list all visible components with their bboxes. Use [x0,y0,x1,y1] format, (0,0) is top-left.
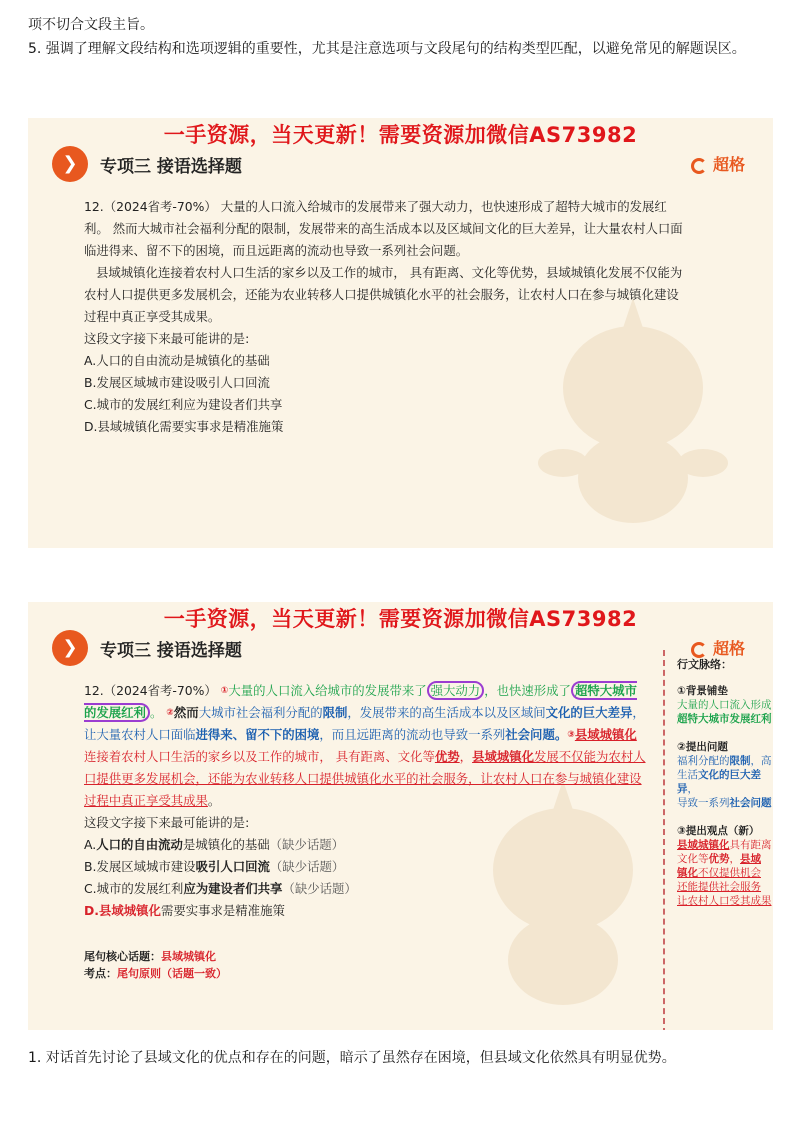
sentence-2-key-2: 文化的巨大差异 [545,705,633,720]
sidebar-step-3-line-1 [677,838,773,852]
core-topic-value: 县域城镇化 [161,950,216,963]
sidebar-step-2-line-3 [677,796,773,810]
sentence-2-key-4: 社会问题。 [505,727,568,742]
sentence-1-circled: 强大动力 [427,681,485,700]
option-c-note: （缺少话题） [282,881,357,896]
sidebar-step-2-text-5: 导致一系列 [677,797,730,809]
option-c [84,878,646,900]
option-d-text: 需要实事求是精准施策 [160,903,285,918]
option-b-note: （缺少话题） [269,859,345,874]
sentence-3-end: 。 [207,793,221,808]
sidebar-step-3-text-3: 不仅提供机会 [698,867,761,879]
sentence-2-key-3: 进得来、留不下的困境 [195,727,320,742]
option-b: B.发展区域城市建设吸引人口回流 [84,375,270,390]
option-d: D.县域城镇化需要实事求是精准施策 [84,419,284,434]
sentence-2-connector: 然而 [173,705,199,720]
option-a [84,834,646,856]
sidebar-step-3-topic-3: 镇化 [677,867,698,879]
sidebar-step-2-key-1: 限制 [729,755,751,767]
sidebar-step-3-line-5: 让农村人口受其成果 [677,895,772,907]
sidebar-step-2-text-4: ， [687,783,698,795]
core-topic-line [84,948,646,965]
marker-2: ② [166,708,174,718]
brand-logo [691,152,745,175]
sidebar-step-1: ①背景铺垫 [677,685,728,697]
sentence-2-text-2: ，发展带来的高生活成本以及区域间 [347,705,546,720]
sentence-1-key: 超特大城市的发展红利 [84,683,637,720]
analysis-body [84,680,646,982]
test-point-value: 尾句原则（话题一致） [117,967,227,980]
question-prompt: 这段文字接下来最可能讲的是: [84,815,250,830]
sentence-2-key-1: 限制 [322,705,348,720]
watermark-text: 一手资源，当天更新！需要资源加微信AS73982 [163,607,638,631]
sidebar-step-3: ③提出观点（新） [677,825,760,837]
chevron-right-icon: ❯ [52,630,88,666]
sentence-3-key: 优势 [434,749,460,764]
option-a-text: 是城镇化的基础 [182,837,270,852]
slide-analysis [28,602,773,1030]
sidebar-step-3-text-2: 文化等 [677,853,709,865]
question-body [84,196,684,438]
sidebar-step-1-line-2: 超特大城市发展红利 [677,713,772,725]
sidebar-title: 行文脉络： [677,658,732,671]
option-d [84,900,646,922]
option-b [84,856,646,878]
structure-sidebar [663,650,773,1030]
sidebar-step-2-line-2 [677,768,773,796]
sidebar-step-3-text-1: 具有距离 [729,839,772,851]
section-title: 专项三 接语选择题 [100,157,242,177]
sidebar-step-3-key: 优势 [708,853,730,865]
sidebar-step-3-line-4: 还能提供社会服务 [677,881,761,893]
question-prompt: 这段文字接下来最可能讲的是: [84,331,250,346]
option-d-key: D.县域城镇化 [84,903,161,918]
sidebar-step-3-comma: ， [729,853,740,865]
slide-question [28,118,773,548]
sentence-2-text-4: ，而且远距离的流动也导致一系列 [319,727,506,742]
sidebar-step-2-line-1 [677,754,773,768]
section-title: 专项三 接语选择题 [100,641,242,661]
sidebar-step-1-line-1: 大量的人口流入形成 [677,699,772,711]
sentence-2-text: 大城市社会福利分配的 [198,705,323,720]
marker-1: ① [220,686,229,696]
sidebar-step-2-key-2: 文化的巨大差异 [677,769,761,795]
question-number: 12.（2024省考-70%） [84,683,217,698]
sentence-3-topic: 县域城镇化 [574,727,637,742]
core-topic-label: 尾句核心话题： [84,950,161,963]
marker-3: ③ [567,730,575,740]
outro-point-1: 1. 对话首先讨论了县域文化的优点和存在的问题，暗示了虽然存在困境，但县域文化依然具有明显优势。 [28,1050,676,1066]
sentence-3-text: 连接着农村人口生活的家乡以及工作的城市， 具有距离、文化等 [84,749,435,764]
annotated-paragraph [84,680,646,812]
sentence-1-text: 大量的人口流入给城市的发展带来了 [228,683,427,698]
option-c-key: 应为建设者们共享 [183,881,283,896]
sidebar-step-2-text-3: 生活 [677,769,698,781]
brand-logo-icon [691,158,707,174]
test-point-line [84,965,646,982]
brand-logo-text: 超格 [712,639,745,658]
chevron-right-icon: ❯ [52,146,88,182]
sidebar-step-3-line-2 [677,852,773,866]
question-paragraph-2: 县域城镇化连接着农村人口生活的家乡以及工作的城市， 具有距离、文化等优势，县域城镇化发展不仅能为农村人口提供更多发展机会，还能为农业转移人口提供城镇化水平的社会服务，让农村人口在参与城镇化建设过程中真正享受其成果。 [84,265,683,324]
section-header [28,144,773,184]
analysis-summary [84,948,646,982]
option-c-text: C.城市的发展红利 [84,881,184,896]
intro-line: 项不切合文段主旨。 [28,17,154,33]
sidebar-step-2-text-2: ，高 [750,755,772,767]
question-paragraph: 12.（2024省考-70%） 大量的人口流入给城市的发展带来了强大动力，也快速形成了超特大城市的发展红利。 然而大城市社会福利分配的限制，发展带来的高生活成本以及区域间文化的巨大差异，让大量农村人口面临进得来、留不下的困境，而且远距离的流动也导致一系列社会问题。 [84,199,683,258]
option-a-letter: A. [84,837,97,852]
watermark-text: 一手资源，当天更新！需要资源加微信AS73982 [163,123,638,147]
sentence-3-comma: ， [459,749,473,764]
section-header [28,628,773,668]
sidebar-step-2: ②提出问题 [677,741,728,753]
sidebar-step-2-text-1: 福利分配的 [677,755,730,767]
option-a-note: （缺少话题） [269,837,345,852]
brand-logo-text: 超格 [712,155,745,174]
sentence-3-topic-2: 县域城镇化 [472,749,535,764]
test-point-label: 考点： [84,967,117,980]
intro-point-5: 5. 强调了理解文段结构和选项逻辑的重要性，尤其是注意选项与文段尾句的结构类型匹配，以避免常见的解题误区。 [28,41,746,57]
sentence-1-text-2: ，也快速形成了 [484,683,571,698]
sentence-2-text-3: ，让大量农村人口面临 [84,705,645,742]
sidebar-step-2-key-3: 社会问题 [729,797,772,809]
sidebar-step-3-topic: 县域城镇化 [677,839,730,851]
sentence-3-text-2: 发展不仅能为农村人口提供更多发展机会，还能为农业转移人口提供城镇化水平的社会服务，让农村人口在参与城镇化建设过程中真正享受其成果 [84,749,646,808]
option-a-key: 人口的自由流动 [96,837,183,852]
option-b-text: B.发展区域城市建设 [84,859,196,874]
option-b-key: 吸引人口回流 [195,859,270,874]
option-a: A.人口的自由流动是城镇化的基础 [84,353,270,368]
sidebar-step-3-topic-2: 县域 [740,853,761,865]
option-c: C.城市的发展红利应为建设者们共享 [84,397,283,412]
sidebar-step-3-line-3 [677,866,773,880]
sentence-1-end: 。 [149,705,163,720]
